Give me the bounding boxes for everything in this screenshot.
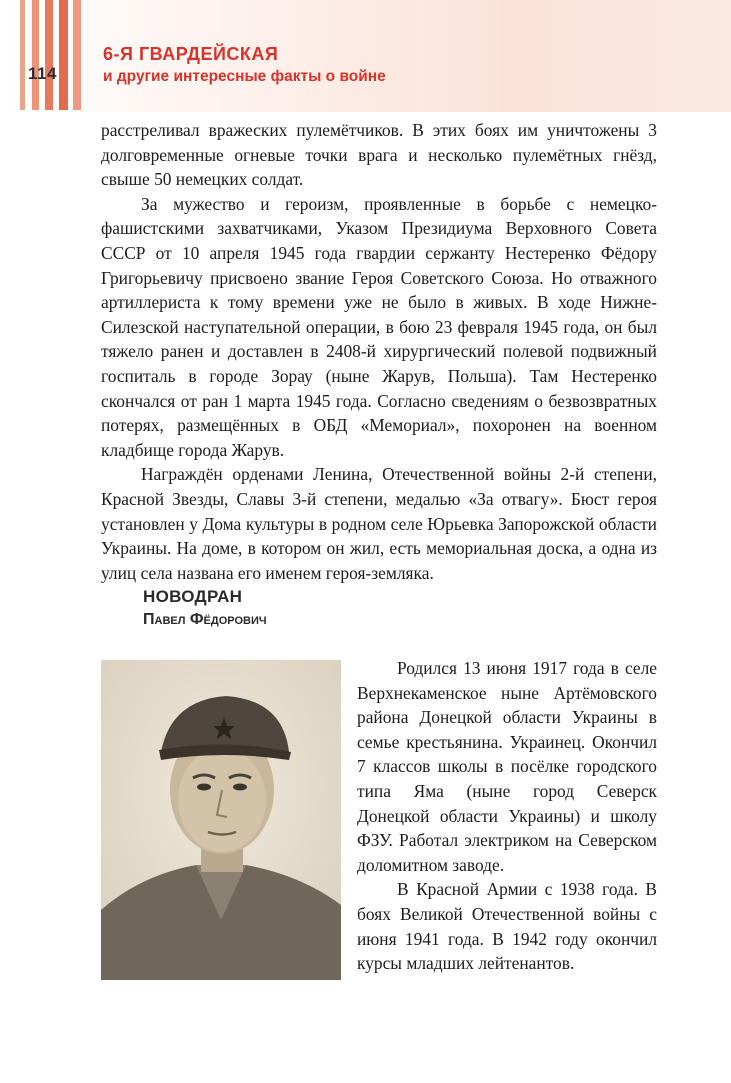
person-surname: НОВОДРАН — [143, 587, 243, 606]
decorative-stripe — [32, 0, 39, 110]
biography-text — [357, 656, 657, 976]
decorative-stripe — [20, 0, 25, 110]
chapter-title: 6-Я ГВАРДЕЙСКАЯ — [103, 44, 279, 64]
person-given-names: Павел Фёдорович — [143, 611, 267, 628]
paragraph: расстреливал вражеских пулемётчиков. В этих боях им уничтожены 3 долговременные огневые точки врага и несколько пулемётных гнёзд, свыше 50 немецких солдат. — [101, 120, 657, 190]
paragraph: За мужество и героизм, проявленные в борьбе с немецко-фашистскими захватчиками, Указом Президиума Верховного Совета СССР от 10 апреля 1945 года гвардии сержанту Нестеренко Фёдору Григорьевичу присвоено звание Героя Советского Союза. Но отважного артиллериста к тому времени уже не было в живых. В ходе Нижне-Силезской наступательной операции, в бою 23 февраля 1945 года, он был тяжело ранен и доставлен в 2408-й хирургический полевой подвижный госпиталь в городе Зорау (ныне Жарув, Польша). Там Нестеренко скончался от ран 1 марта 1945 года. Согласно сведениям о безвозвратных потерях, размещённых в ОБД «Мемориал», похоронен на военном кладбище города Жарув. — [101, 193, 657, 460]
decorative-stripe — [73, 0, 81, 110]
page-number: 114 — [28, 64, 57, 83]
paragraph: Родился 13 июня 1917 года в селе Верхнекаменское ныне Артёмовского района Донецкой области Украины в семье крестьянина. Украинец. Окончил 7 классов школы в посёлке городского типа Яма (ныне город Северск Донецкой области Украины) и школу ФЗУ. Работал электриком на Северском доломитном заводе. — [357, 658, 657, 875]
decorative-stripe — [45, 0, 53, 110]
portrait-photo — [101, 660, 341, 980]
paragraph: В Красной Армии с 1938 года. В боях Великой Отечественной войны с июня 1941 года. В 1942 году окончил курсы младших лейтенантов. — [357, 879, 657, 974]
portrait-illustration — [101, 660, 341, 980]
main-text — [101, 118, 657, 585]
paragraph: Награждён орденами Ленина, Отечественной войны 2-й степени, Красной Звезды, Славы 3-й степени, медалью «За отвагу». Бюст героя установлен у Дома культуры в родном селе Юрьевка Запорожской области Украины. На доме, в котором он жил, есть мемориальная доска, а одна из улиц села названа его именем героя-земляка. — [101, 464, 657, 583]
chapter-subtitle: и другие интересные факты о войне — [103, 68, 386, 85]
decorative-stripe — [59, 0, 68, 110]
page-header — [0, 0, 731, 112]
